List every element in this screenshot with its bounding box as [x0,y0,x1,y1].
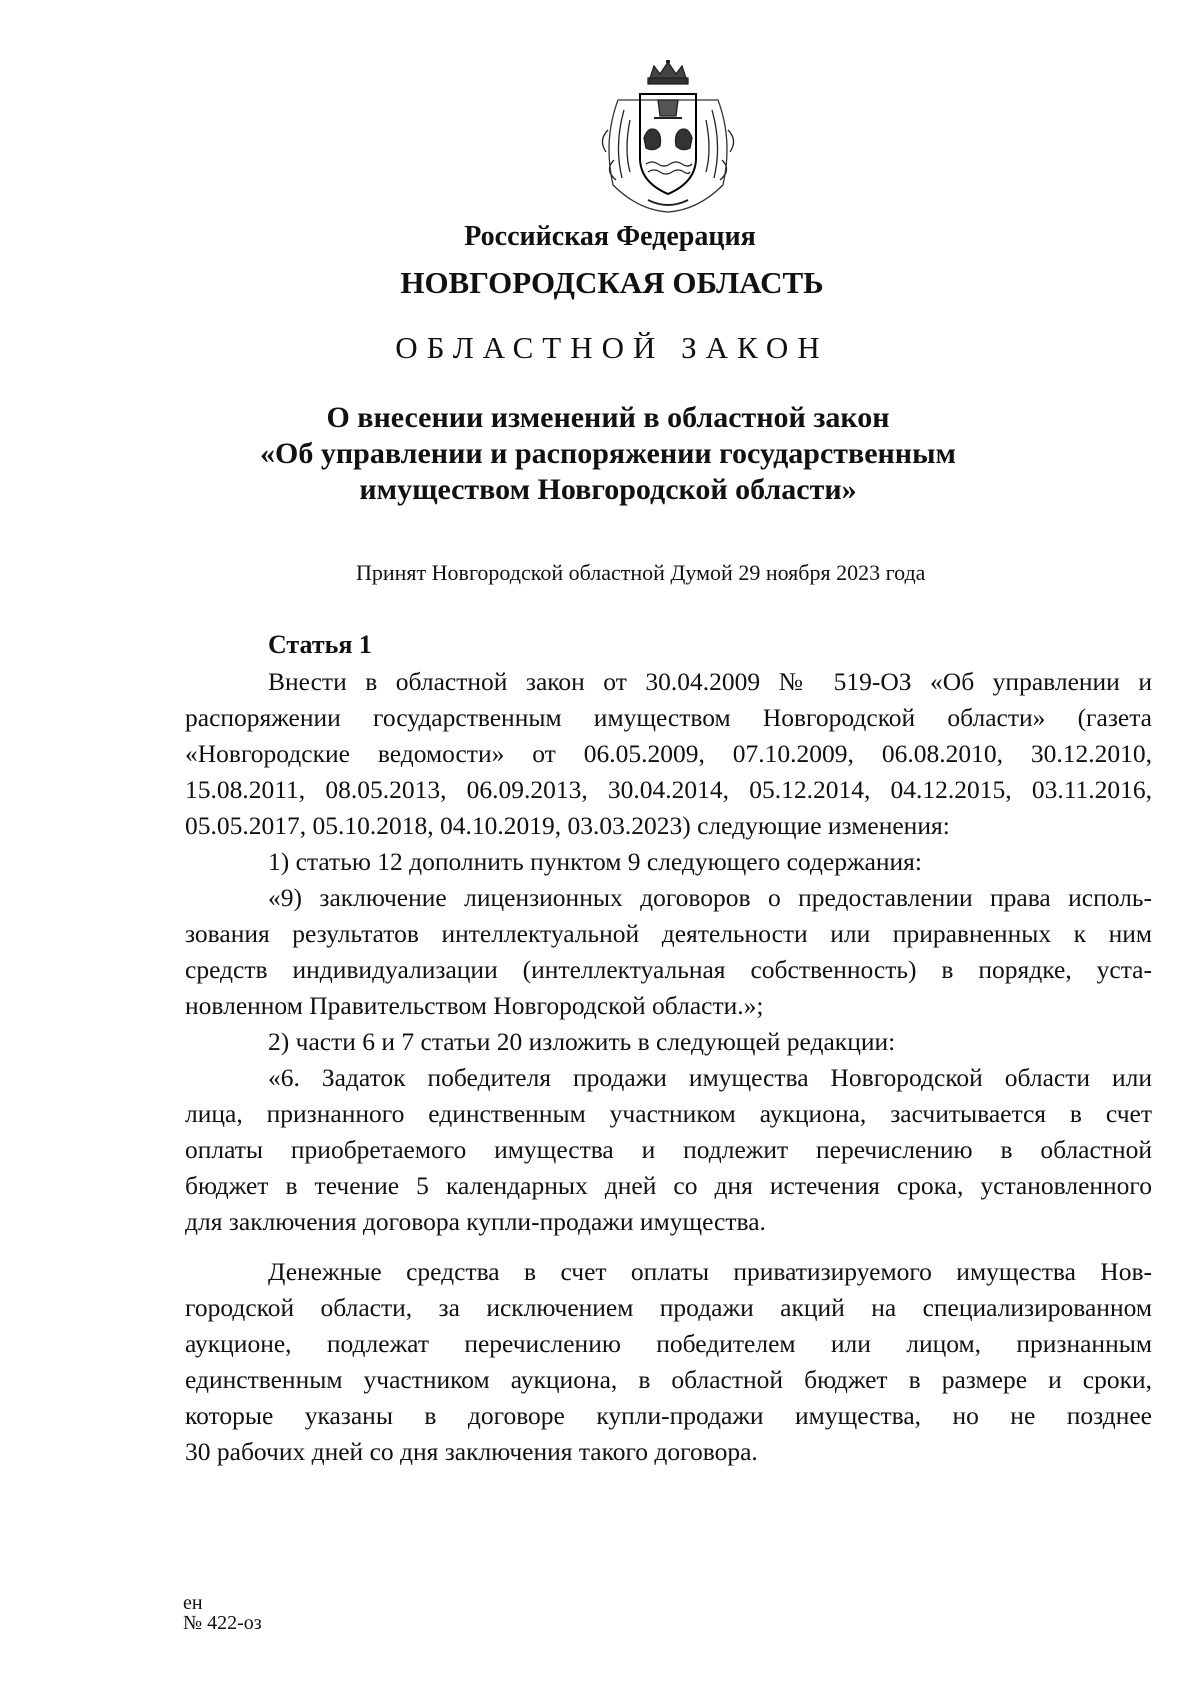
law-title-line: О внесении изменений в областной закон [326,401,890,434]
body-line: 30 рабочих дней со дня заключения такого договора. [185,1437,758,1466]
body-line: бюджет в течение 5 календарных дней со дня истечения срока, установленного [185,1171,1152,1200]
law-title-line: имуществом Новгородской области» [359,473,857,506]
article-body [185,664,1152,1470]
body-line: средств индивидуализации (интеллектуальная собственность) в порядке, уста- [185,955,1152,984]
body-line: для заключения договора купли-продажи имущества. [185,1207,766,1236]
body-line: 1) статью 12 дополнить пунктом 9 следующего содержания: [268,847,922,876]
body-line: лица, признанного единственным участником аукциона, засчитывается в счет [185,1099,1152,1128]
body-line: единственным участником аукциона, в областной бюджет в размере и сроки, [185,1365,1152,1394]
region-heading: НОВГОРОДСКАЯ ОБЛАСТЬ [400,265,824,300]
paragraph-gap [185,1240,1152,1254]
law-title [8,400,1200,508]
law-title-line: «Об управлении и распоряжении государственным [260,437,956,470]
federation-heading: Российская Федерация [464,221,756,252]
body-line: 2) части 6 и 7 статьи 20 изложить в следующей редакции: [268,1027,896,1056]
footer-registration [183,1593,262,1633]
article-heading: Статья 1 [268,630,372,659]
body-line: новленном Правительством Новгородской области.»; [185,991,764,1020]
body-line: аукционе, подлежат перечислению победителем или лицом, признанным [185,1329,1152,1358]
body-line: 15.08.2011, 08.05.2013, 06.09.2013, 30.04.2014, 05.12.2014, 04.12.2015, 03.11.2016, [185,775,1152,804]
body-line: «Новгородские ведомости» от 06.05.2009, 07.10.2009, 06.08.2010, 30.12.2010, [185,739,1152,768]
body-line: Внести в областной закон от 30.04.2009 № 519-ОЗ «Об управлении и [268,667,1152,696]
body-line: оплаты приобретаемого имущества и подлежит перечислению в областной [185,1135,1152,1164]
adoption-note: Принят Новгородской областной Думой 29 ноября 2023 года [356,560,926,585]
body-line: зования результатов интеллектуальной деятельности или приравненных к ним [185,919,1152,948]
body-line: «9) заключение лицензионных договоров о предоставлении права исполь- [268,883,1152,912]
body-line: «6. Задаток победителя продажи имущества Новгородской области или [268,1063,1152,1092]
document-type-heading: ОБЛАСТНОЙ ЗАКОН [395,330,829,365]
body-line: распоряжении государственным имуществом Новгородской области» (газета [185,703,1152,732]
footer-initials: ен [183,1592,203,1614]
novgorod-coat-of-arms-icon [588,60,748,215]
body-line: городской области, за исключением продажи акций на специализированном [185,1293,1152,1322]
body-line: 05.05.2017, 05.10.2018, 04.10.2019, 03.03.2023) следующие изменения: [185,811,950,840]
body-line: которые указаны в договоре купли-продажи имущества, но не позднее [185,1401,1152,1430]
footer-law-number: № 422-оз [183,1612,262,1634]
body-line: Денежные средства в счет оплаты приватизируемого имущества Нов- [268,1257,1152,1286]
